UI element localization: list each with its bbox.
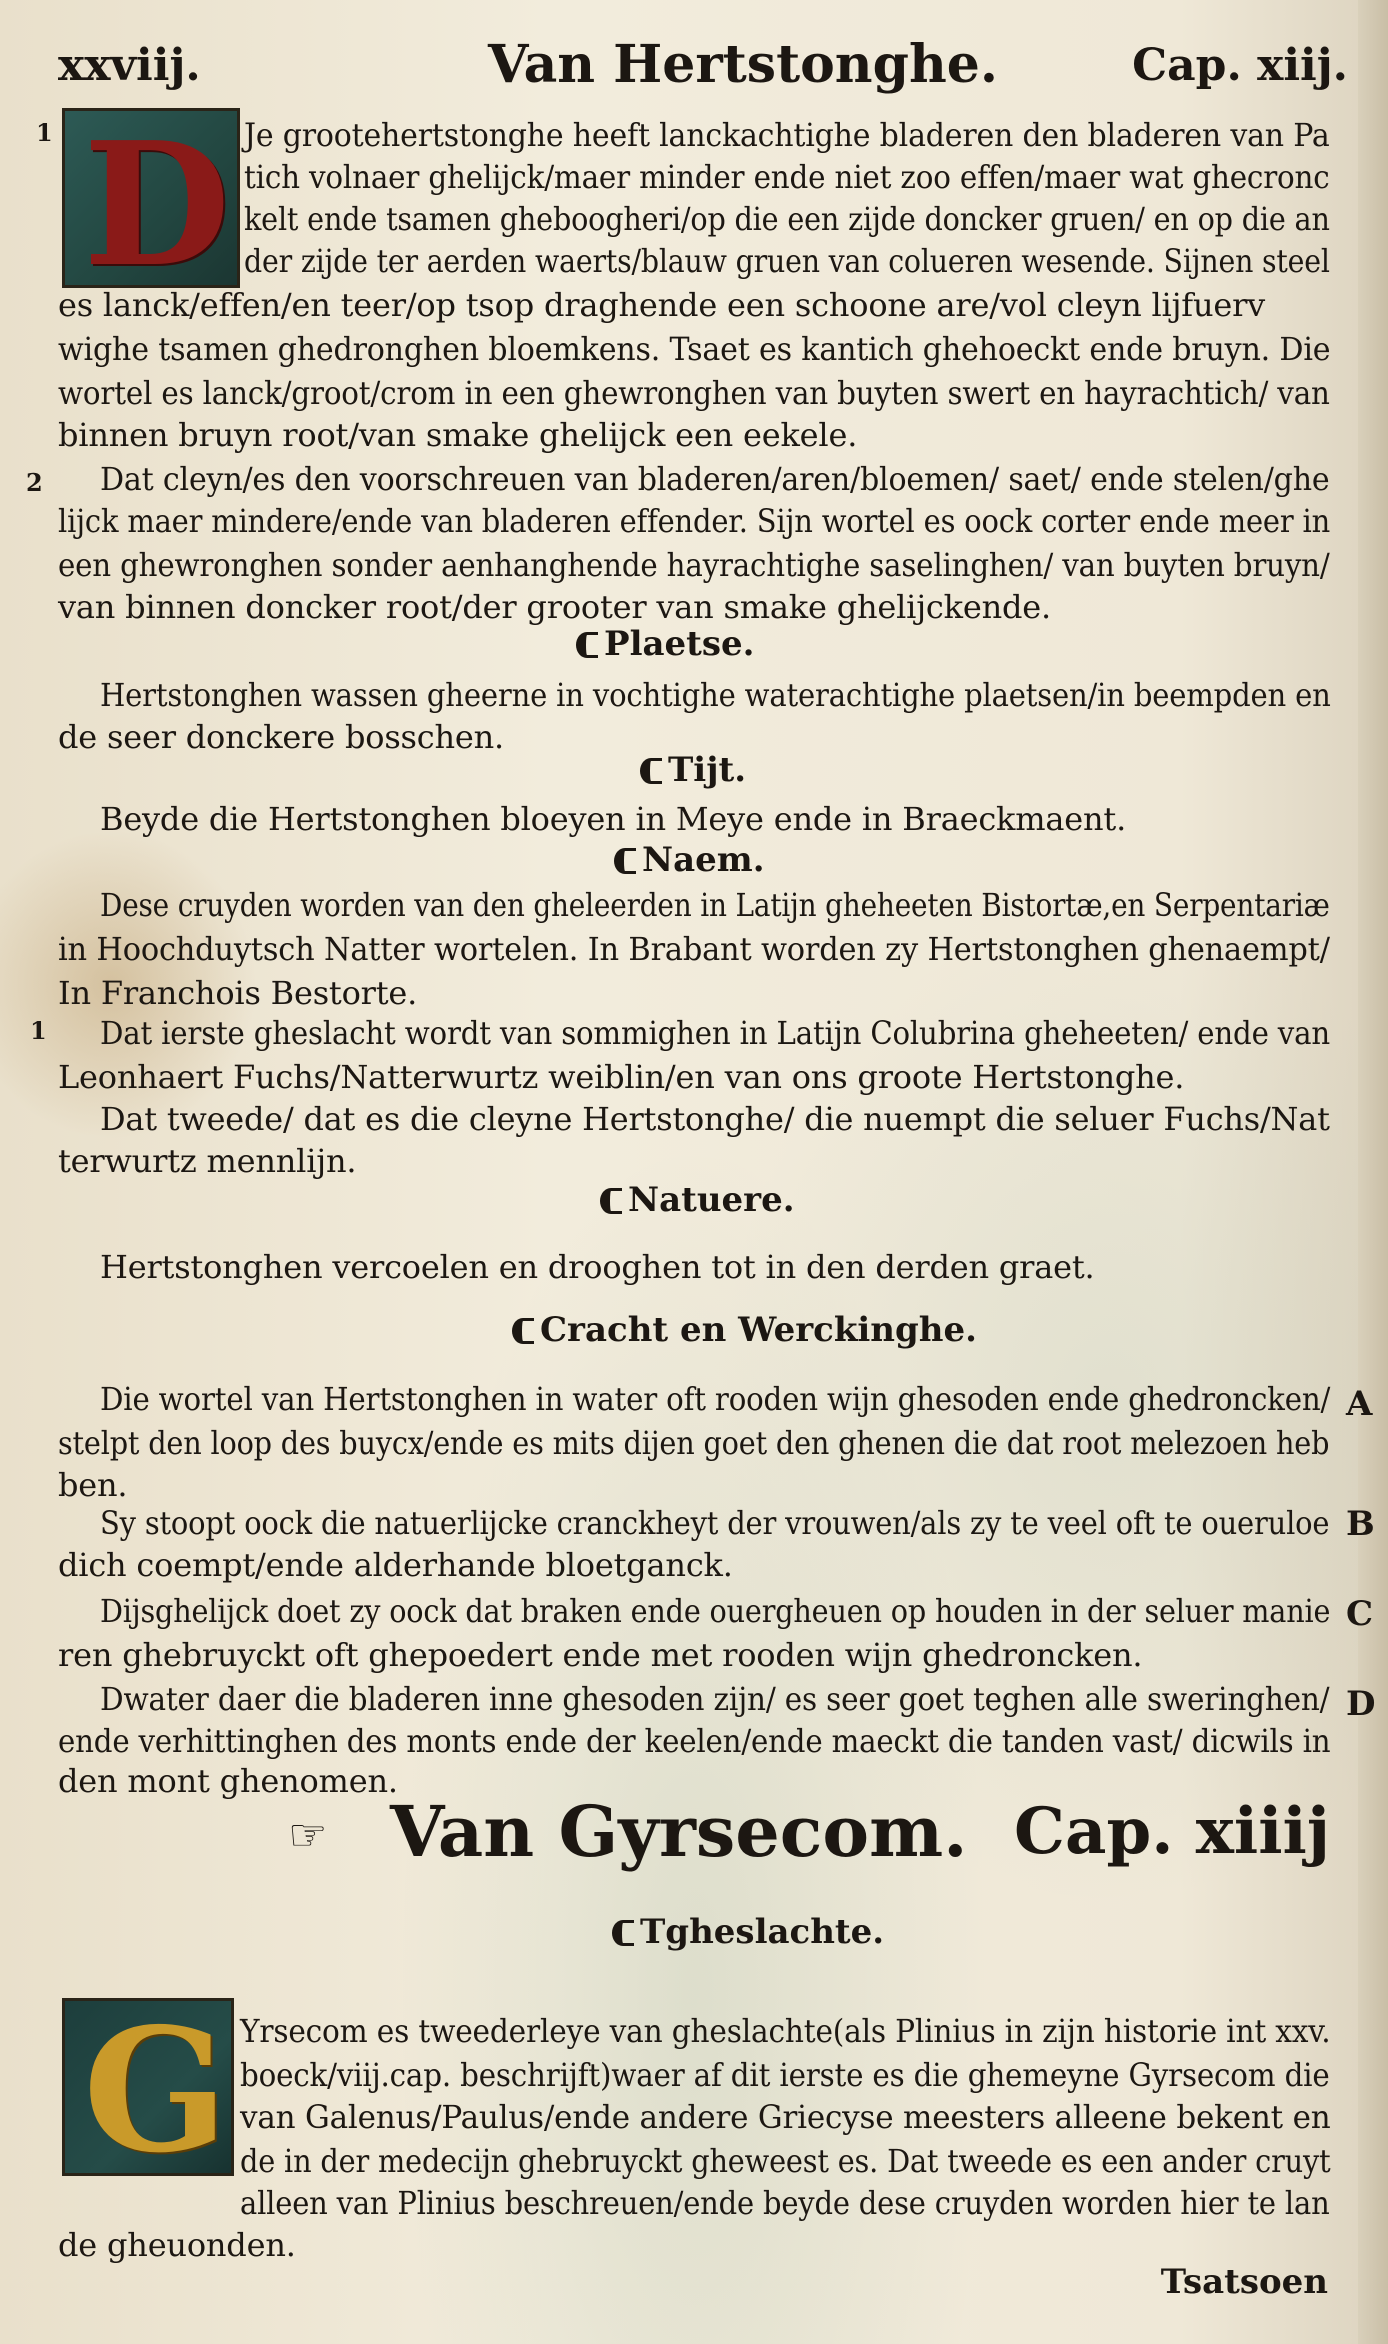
margin-letter: B [1346, 1504, 1375, 1544]
initial-letter-d: D [83, 105, 231, 305]
text-line: In Franchois Bestorte. [58, 974, 418, 1012]
text-line: Hertstonghen wassen gheerne in vochtighe waterachtighe plaetsen/in beempden en [100, 676, 1331, 714]
text-line: binnen bruyn root/van smake ghelijck een eekele. [58, 416, 858, 454]
text-line: es lanck/effen/en teer/op tsop draghende een schoone are/vol cleyn lijfuerv [58, 286, 1266, 324]
text-line: wortel es lanck/groot/crom in een ghewronghen van buyten swert en hayrachtich/ van [58, 374, 1330, 412]
text-line: van binnen doncker root/der grooter van smake ghelijckende. [58, 588, 1051, 626]
text-line: Dijsghelijck doet zy oock dat braken ende ouergheuen op houden in der seluer manie [100, 1592, 1331, 1630]
catchword: Tsatsoen [1160, 2262, 1328, 2302]
text-line: ren ghebruyckt oft ghepoedert ende met rooden wijn ghedroncken. [58, 1636, 1143, 1674]
text-line: ende verhittinghen des monts ende der keelen/ende maeckt die tanden vast/ dicwils in [58, 1722, 1331, 1760]
text-line: alleen van Plinius beschreuen/ende beyde dese cruyden worden hier te lan [240, 2184, 1330, 2222]
paragraph-number: 1 [30, 1016, 47, 1045]
decorated-initial-d [62, 105, 240, 305]
text-line: dich coempt/ende alderhande bloetganck. [58, 1546, 733, 1584]
text-line: Dat tweede/ dat es die cleyne Hertstonghe/ die nuempt die seluer Fuchs/Nat [100, 1100, 1330, 1138]
text-line: van Galenus/Paulus/ende andere Griecyse meesters alleene bekent en [240, 2098, 1331, 2136]
text-line: stelpt den loop des buycx/ende es mits dijen goet den ghenen die dat root melezoen heb [58, 1424, 1330, 1462]
heading-tijt: Tijt. [640, 750, 746, 790]
heading-natuere: Natuere. [600, 1180, 795, 1220]
text-line: tich volnaer ghelijck/maer minder ende niet zoo effen/maer wat ghecronc [244, 158, 1330, 196]
margin-letter: D [1346, 1684, 1376, 1724]
text-line: boeck/viij.cap. beschrijft)waer af dit ierste es die ghemeyne Gyrsecom die [240, 2056, 1330, 2094]
text-line: Hertstonghen vercoelen en drooghen tot in den derden graet. [100, 1248, 1095, 1286]
running-title: Van Hertstonghe. [488, 34, 998, 95]
pilcrow-icon [600, 1188, 622, 1214]
text-line: in Hoochduytsch Natter wortelen. In Brabant worden zy Hertstonghen ghenaempt/ [58, 930, 1330, 968]
text-line: Dat cleyn/es den voorschreuen van bladeren/aren/bloemen/ saet/ ende stelen/ghe [100, 460, 1330, 498]
text-line: Die wortel van Hertstonghen in water oft rooden wijn ghesoden ende ghedroncken/ [100, 1380, 1331, 1418]
margin-letter: A [1346, 1384, 1373, 1424]
text-line: Yrsecom es tweederleye van gheslachte(als Plinius in zijn historie int xxv. [240, 2012, 1331, 2050]
text-line: lijck maer mindere/ende van bladeren effender. Sijn wortel es oock corter ende meer in [58, 502, 1331, 540]
chapter-cap: Cap. xiiij [1014, 1794, 1330, 1869]
text-line: der zijde ter aerden waerts/blauw gruen van colueren wesende. Sijnen steel [244, 242, 1330, 280]
chapter-title [280, 1790, 1340, 1880]
page-header [58, 30, 1348, 110]
paragraph-number: 2 [26, 468, 43, 497]
text-line: Leonhaert Fuchs/Natterwurtz weiblin/en van ons groote Hertstonghe. [58, 1058, 1185, 1096]
page-gutter [1358, 0, 1388, 2344]
text-line: Dese cruyden worden van den gheleerden in Latijn gheheeten Bistortæ,en Serpentariæ [100, 886, 1330, 924]
text-line: Dat ierste gheslacht wordt van sommighen in Latijn Colubrina gheheeten/ ende van [100, 1014, 1330, 1052]
text-line: Beyde die Hertstonghen bloeyen in Meye ende in Braeckmaent. [100, 800, 1127, 838]
heading-plaetse: Plaetse. [576, 624, 754, 664]
text-line: den mont ghenomen. [58, 1762, 398, 1800]
text-line: kelt ende tsamen gheboogheri/op die een zijde doncker gruen/ en op die an [244, 200, 1330, 238]
text-line: Sy stoopt oock die natuerlijcke cranckheyt der vrouwen/als zy te veel oft te oueruloe [100, 1504, 1330, 1542]
text-line: de gheuonden. [58, 2226, 296, 2264]
folio-number: xxviij. [58, 40, 201, 91]
chapter-name: Van Gyrsecom. [390, 1790, 968, 1873]
text-line: Je grootehertstonghe heeft lanckachtighe bladeren den bladeren van Pa [244, 116, 1330, 154]
decorated-initial-g [62, 1991, 234, 2191]
heading-cracht: Cracht en Werckinghe. [512, 1310, 977, 1350]
chapter-number: Cap. xiij. [1132, 40, 1348, 91]
pointing-hand-icon: ☞ [288, 1810, 328, 1861]
pilcrow-icon [576, 632, 598, 658]
heading-naem: Naem. [614, 840, 765, 880]
pilcrow-icon [612, 1920, 634, 1946]
text-line: ben. [58, 1466, 128, 1504]
pilcrow-icon [640, 758, 662, 784]
pilcrow-icon [614, 848, 636, 874]
text-line: de seer donckere bosschen. [58, 718, 505, 756]
initial-letter-g: G [83, 1991, 229, 2191]
text-line: wighe tsamen ghedronghen bloemkens. Tsaet es kantich ghehoeckt ende bruyn. Die [58, 330, 1331, 368]
text-line: Dwater daer die bladeren inne ghesoden zijn/ es seer goet teghen alle sweringhen/ [100, 1680, 1330, 1718]
text-line: terwurtz mennlijn. [58, 1142, 357, 1180]
paragraph-number: 1 [36, 118, 53, 147]
pilcrow-icon [512, 1318, 534, 1344]
heading-gheslachte: Tgheslachte. [612, 1912, 884, 1952]
text-line: de in der medecijn ghebruyckt gheweest es. Dat tweede es een ander cruyt [240, 2142, 1331, 2180]
text-line: een ghewronghen sonder aenhanghende hayrachtighe saselinghen/ van buyten bruyn/ [58, 546, 1330, 584]
margin-letter: C [1346, 1594, 1374, 1634]
